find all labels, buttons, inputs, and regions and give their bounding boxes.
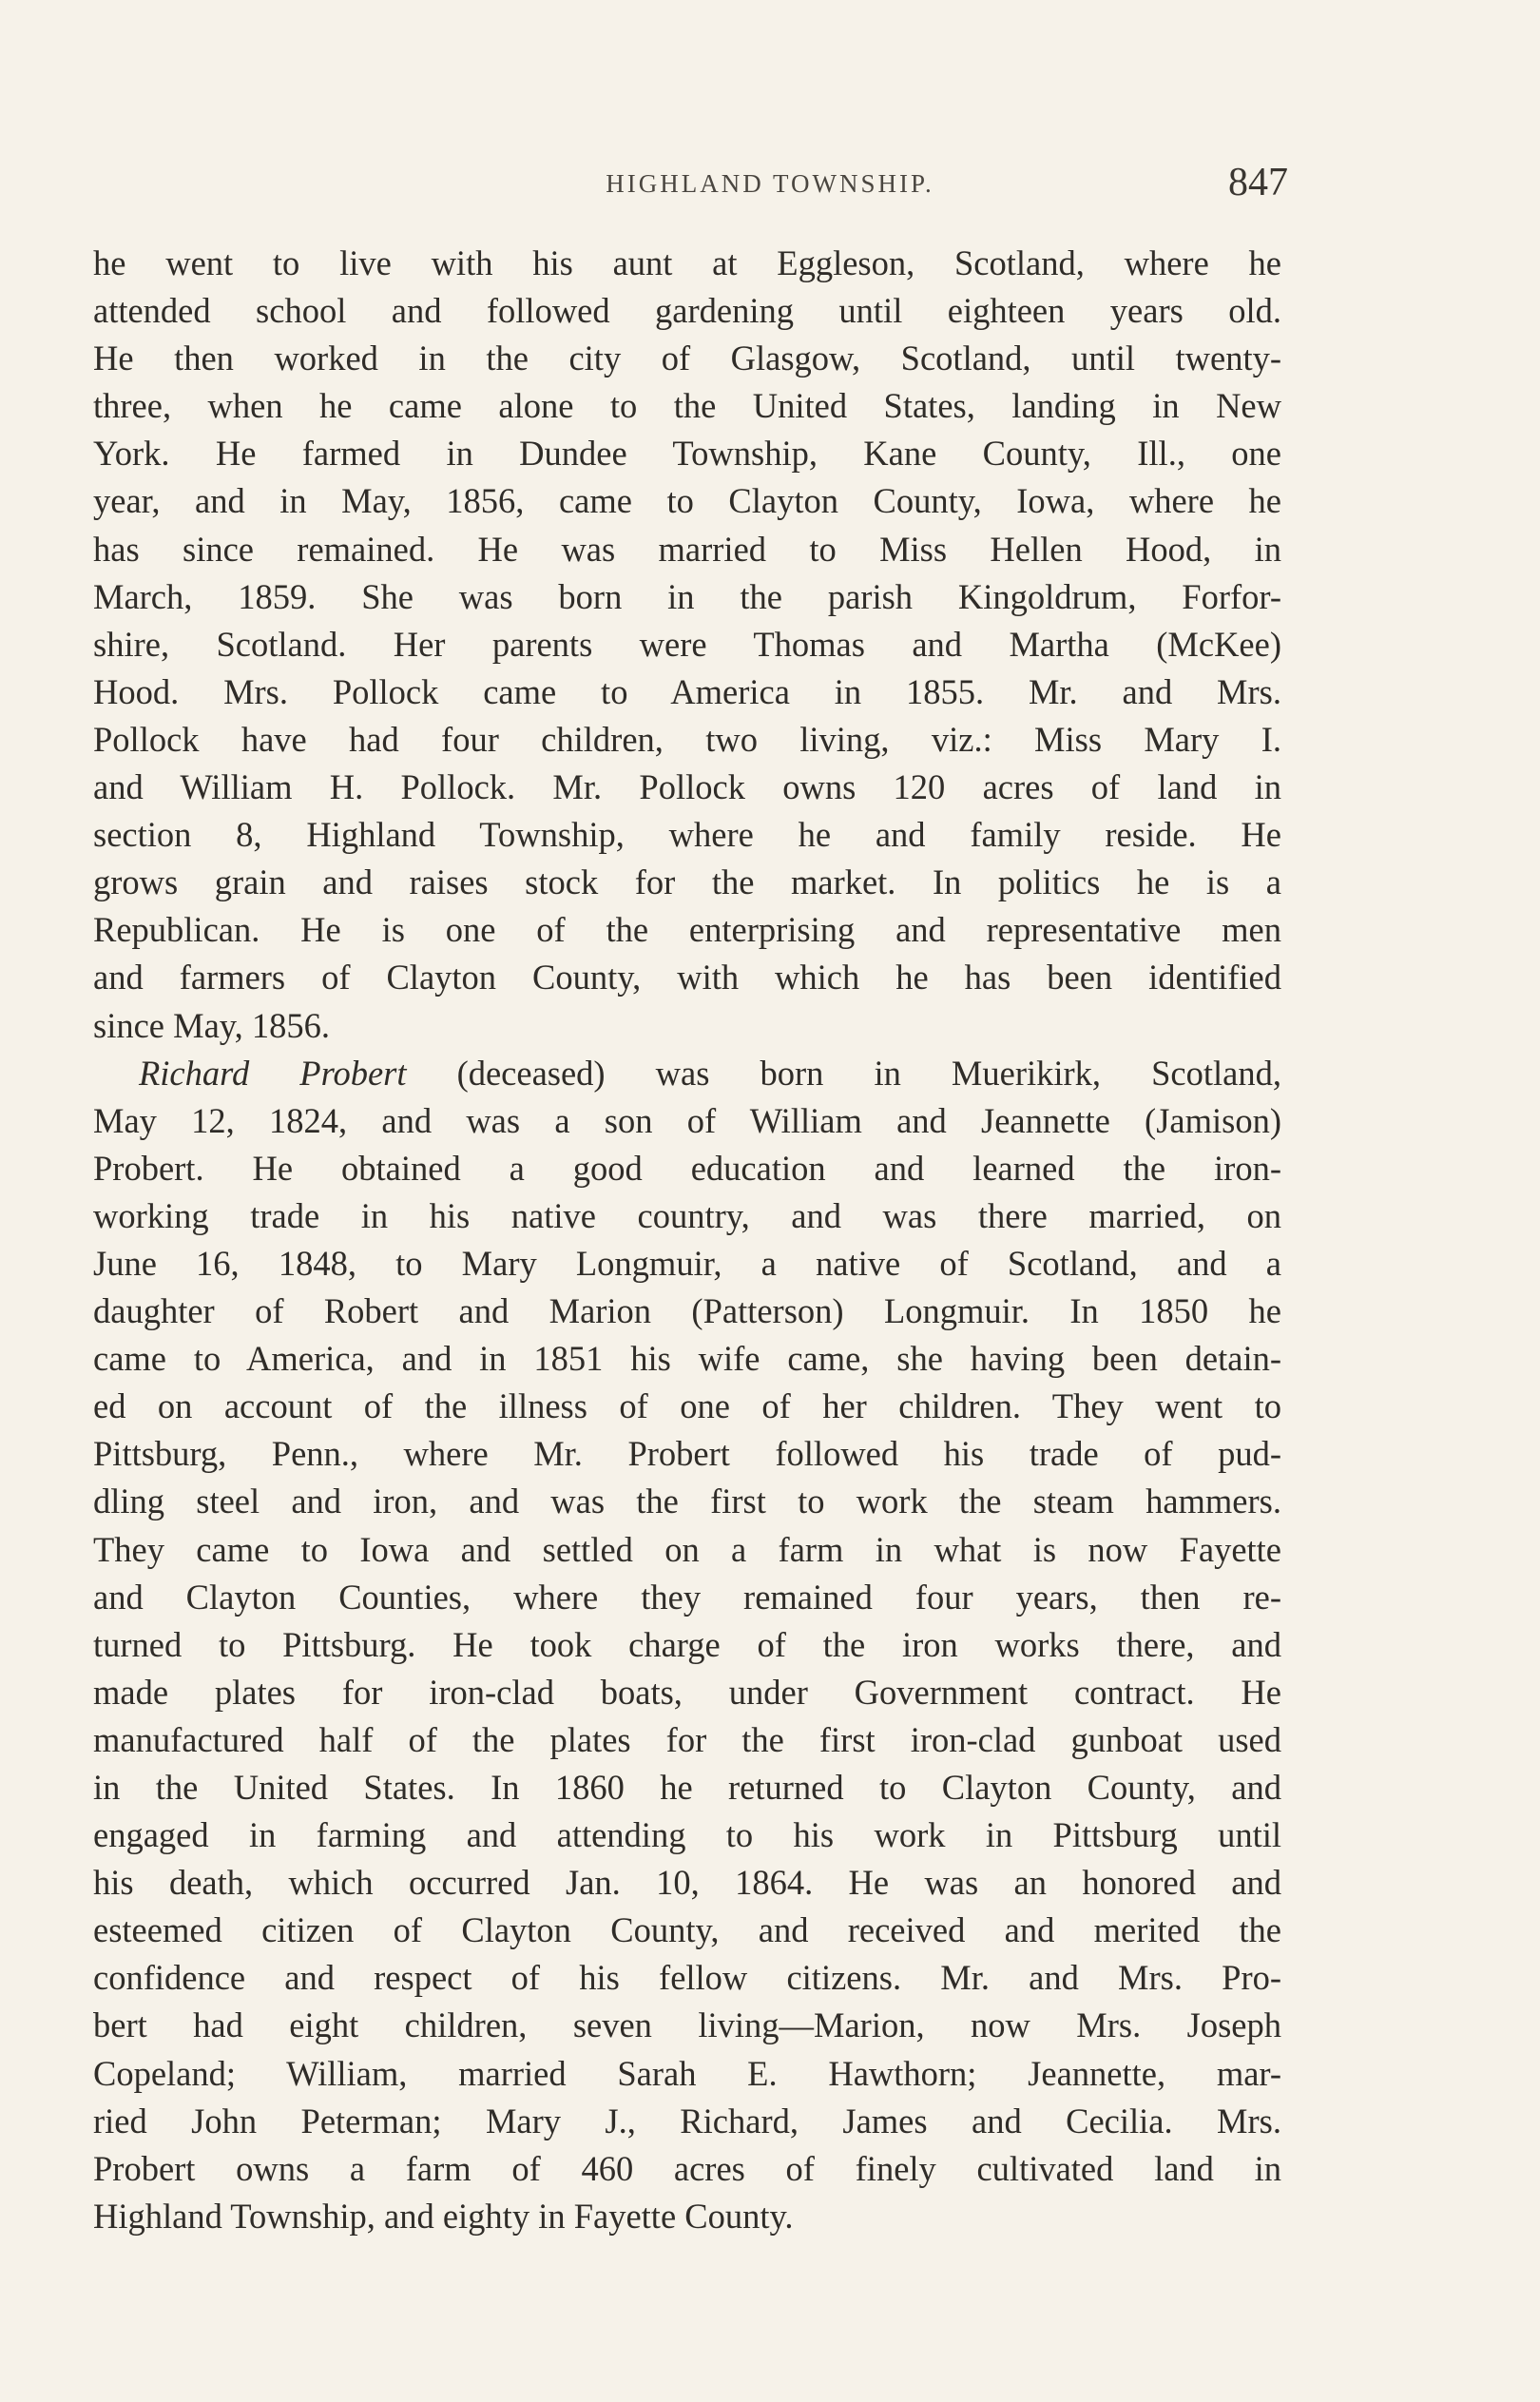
text-line: Probert. He obtained a good education and learned the iron- [93,1148,1281,1188]
text-line: grows grain and raises stock for the market. In politics he is a [93,862,1281,902]
text-line: Highland Township, and eighty in Fayette County. [93,2196,794,2236]
text-line: daughter of Robert and Marion (Patterson) Longmuir. In 1850 he [93,1291,1281,1331]
text-line: ed on account of the illness of one of her children. They went to [93,1386,1281,1426]
text-line: manufactured half of the plates for the first iron-clad gunboat used [93,1719,1281,1759]
text-line: working trade in his native country, and was there married, on [93,1195,1281,1235]
text-line: his death, which occurred Jan. 10, 1864. He was an honored and [93,1863,1281,1903]
text-line: June 16, 1848, to Mary Longmuir, a native of Scotland, and a [93,1243,1281,1283]
text-line: engaged in farming and attending to his work in Pittsburg until [93,1815,1281,1855]
text-line: Pollock have had four children, two living, viz.: Miss Mary I. [93,719,1281,759]
text-line: and farmers of Clayton County, with which he has been identified [93,958,1281,998]
text-line: Republican. He is one of the enterprising and representative men [93,910,1281,950]
entry-first-line [93,1050,1281,1097]
entry-first-line-text: (deceased) was born in Muerikirk, Scotland, [406,1053,1281,1093]
text-line: shire, Scotland. Her parents were Thomas and Martha (McKee) [93,624,1281,664]
text-line: dling steel and iron, and was the first to work the steam hammers. [93,1482,1281,1521]
text-line: has since remained. He was married to Miss Hellen Hood, in [93,529,1281,569]
text-line: March, 1859. She was born in the parish Kingoldrum, Forfor- [93,576,1281,616]
body-text [93,240,1281,2240]
text-line: since May, 1856. [93,1005,331,1045]
text-line: in the United States. In 1860 he returned to Clayton County, and [93,1768,1281,1807]
text-line: attended school and followed gardening until eighteen years old. [93,291,1281,331]
text-line: esteemed citizen of Clayton County, and received and merited the [93,1910,1281,1950]
text-line: York. He farmed in Dundee Township, Kane County, Ill., one [93,434,1281,474]
text-line: May 12, 1824, and was a son of William and Jeannette (Jamison) [93,1100,1281,1140]
text-line: came to America, and in 1851 his wife came, she having been detain- [93,1339,1281,1379]
text-line: bert had eight children, seven living—Marion, now Mrs. Joseph [93,2005,1281,2045]
text-line: Pittsburg, Penn., where Mr. Probert followed his trade of pud- [93,1434,1281,1474]
text-line: and Clayton Counties, where they remained four years, then re- [93,1577,1281,1617]
text-line: three, when he came alone to the United States, landing in New [93,386,1281,426]
page-number: 847 [1228,161,1288,204]
text-line: Hood. Mrs. Pollock came to America in 1855. Mr. and Mrs. [93,671,1281,711]
text-line: section 8, Highland Township, where he and family reside. He [93,815,1281,855]
entry-name: Richard Probert [139,1053,407,1093]
text-line: They came to Iowa and settled on a farm in what is now Fayette [93,1529,1281,1569]
text-line: and William H. Pollock. Mr. Pollock owns 120 acres of land in [93,767,1281,807]
text-line: made plates for iron-clad boats, under Government contract. He [93,1672,1281,1712]
text-line: He then worked in the city of Glasgow, Scotland, until twenty- [93,339,1281,378]
text-line: Copeland; William, married Sarah E. Hawthorn; Jeannette, mar- [93,2053,1281,2093]
text-line: he went to live with his aunt at Eggleson, Scotland, where he [93,243,1281,282]
text-line: year, and in May, 1856, came to Clayton County, Iowa, where he [93,481,1281,521]
running-head [0,161,1540,213]
text-line: turned to Pittsburg. He took charge of the iron works there, and [93,1624,1281,1664]
text-line: confidence and respect of his fellow citizens. Mr. and Mrs. Pro- [93,1958,1281,1998]
running-head-title: HIGHLAND TOWNSHIP. [606,169,934,198]
text-line: ried John Peterman; Mary J., Richard, James and Cecilia. Mrs. [93,2101,1281,2140]
text-line: Probert owns a farm of 460 acres of finely cultivated land in [93,2148,1281,2188]
